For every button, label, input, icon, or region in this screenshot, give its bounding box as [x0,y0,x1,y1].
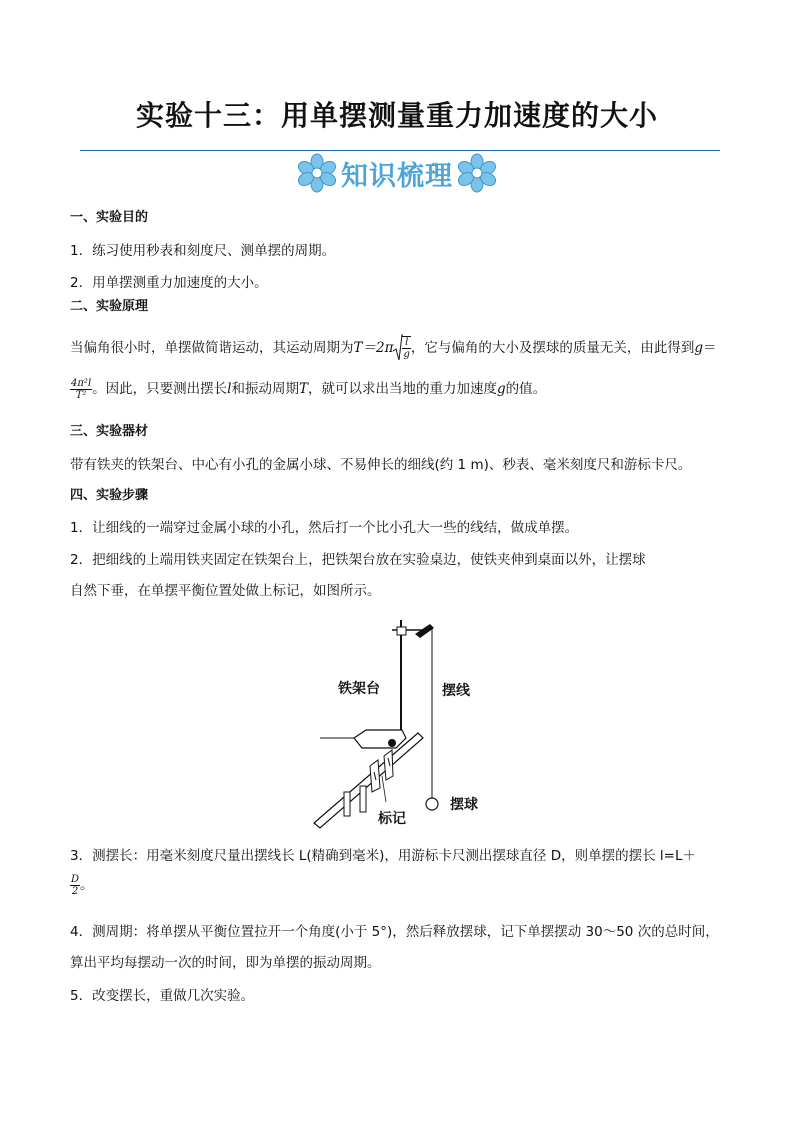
table-leg [360,786,366,812]
flower-icon [297,153,337,193]
fraction-numerator: D [71,873,80,885]
principle-text: 当偏角很小时，单摆做简谐运动，其运动周期为 [70,340,354,356]
step-5: 5．改变摆长，重做几次实验。 [70,988,255,1004]
g-symbol: g [497,381,506,397]
base-screw [388,739,396,747]
equals-sign: ＝ [703,340,717,356]
label-pendulum-string: 摆线 [442,683,470,699]
mark-pointer [382,776,386,802]
d-over-2-fraction [70,874,80,897]
step-3-fraction-line [70,872,94,898]
step-4-line-1: 4．测周期：将单摆从平衡位置拉开一个角度(小于 5°)，然后释放摆球，记下单摆摆动 30～50 次的总时间， [70,924,719,940]
fraction-numerator: l [402,337,410,349]
l-symbol: l [227,381,232,397]
principle-text: ，就可以求出当地的重力加速度 [308,381,497,397]
label-pendulum-ball: 摆球 [450,797,478,813]
clamp-jaw [415,624,434,638]
stand-base [354,730,406,748]
step-4-line-2: 算出平均每摆动一次的时间，即为单摆的振动周期。 [70,955,381,971]
principle-text: 的值。 [505,381,547,397]
g-symbol: g [694,340,704,356]
principle-line-1 [70,334,717,362]
label-mark: 标记 [378,811,406,827]
fraction-denominator: g [403,349,410,360]
step-2-line-1: 2．把细线的上端用铁夹固定在铁架台上，把铁架台放在实验桌边，使铁夹伸到桌面以外，让摆球 [70,552,646,568]
step-3: 3．测摆长：用毫米刻度尺量出摆线长 L(精确到毫米)，用游标卡尺测出摆球直径 D，则单摆的摆长 l=L＋ [70,848,696,864]
two-pi: ＝2π [362,340,394,356]
page-title: 实验十三：用单摆测量重力加速度的大小 [135,99,658,132]
heading-purpose: 一、实验目的 [70,210,149,225]
principle-text: 。因此，只要测出摆长 [92,381,228,397]
heading-equipment: 三、实验器材 [70,424,149,439]
period-symbol: T [353,340,363,356]
step-3-end: 。 [80,877,94,893]
sqrt-formula [393,334,410,362]
label-iron-stand: 铁架台 [338,681,380,697]
flower-icon [457,153,497,193]
sqrt-fraction [402,336,410,360]
equipment-text: 带有铁夹的铁架台、中心有小孔的金属小球、不易伸长的细线(约 1 m)、秒表、毫米刻度尺和游标卡尺。 [70,457,692,473]
banner-title: 知识梳理 [341,160,453,192]
purpose-item-2: 2．用单摆测重力加速度的大小。 [70,275,268,291]
purpose-item-1: 1．练习使用秒表和刻度尺、测单摆的周期。 [70,243,336,259]
heading-principle: 二、实验原理 [70,299,149,314]
fraction-denominator: 2 [71,885,79,897]
pendulum-figure [300,616,500,831]
fraction-denominator: T² [75,389,87,401]
mark-tab [384,750,393,780]
section-banner [0,150,794,196]
principle-line-2 [70,374,546,404]
step-2-line-2: 自然下垂，在单摆平衡位置处做上标记，如图所示。 [70,583,381,599]
g-fraction [70,378,92,401]
step-1: 1．让细线的一端穿过金属小球的小孔，然后打一个比小孔大一些的线结，做成单摆。 [70,520,579,536]
principle-text: 和振动周期 [231,381,299,397]
clamp-knob [397,627,406,635]
table-leg [344,792,350,816]
fraction-numerator: 4π²l [71,377,92,389]
period-symbol: T [298,381,308,397]
pendulum-ball [426,798,438,810]
heading-steps: 四、实验步骤 [70,488,149,503]
principle-text: ，它与偏角的大小及摆球的质量无关，由此得到 [410,340,695,356]
